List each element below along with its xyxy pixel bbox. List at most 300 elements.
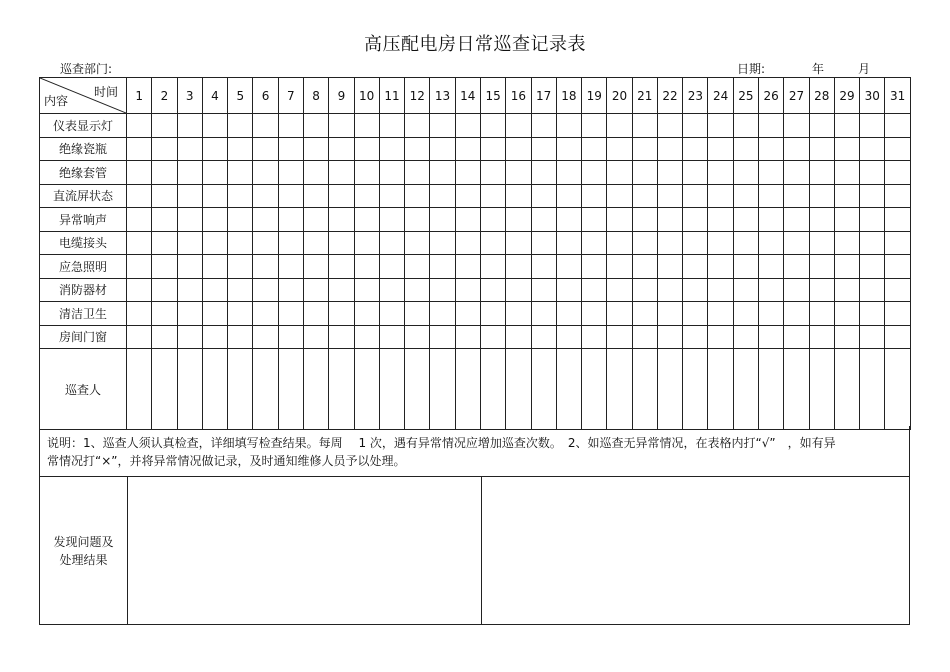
check-cell[interactable] xyxy=(834,184,859,208)
signer-cell[interactable] xyxy=(607,349,632,430)
check-cell[interactable] xyxy=(405,325,430,349)
check-cell[interactable] xyxy=(379,161,404,185)
check-cell[interactable] xyxy=(657,302,682,326)
check-cell[interactable] xyxy=(759,208,784,232)
check-cell[interactable] xyxy=(784,208,809,232)
check-cell[interactable] xyxy=(430,278,455,302)
check-cell[interactable] xyxy=(759,278,784,302)
check-cell[interactable] xyxy=(607,161,632,185)
check-cell[interactable] xyxy=(834,278,859,302)
check-cell[interactable] xyxy=(860,161,885,185)
check-cell[interactable] xyxy=(657,231,682,255)
check-cell[interactable] xyxy=(379,255,404,279)
check-cell[interactable] xyxy=(733,208,758,232)
signer-cell[interactable] xyxy=(480,349,505,430)
check-cell[interactable] xyxy=(860,114,885,138)
check-cell[interactable] xyxy=(759,231,784,255)
check-cell[interactable] xyxy=(657,255,682,279)
check-cell[interactable] xyxy=(354,255,379,279)
check-cell[interactable] xyxy=(809,114,834,138)
check-cell[interactable] xyxy=(228,302,253,326)
check-cell[interactable] xyxy=(809,255,834,279)
check-cell[interactable] xyxy=(480,255,505,279)
check-cell[interactable] xyxy=(379,325,404,349)
check-cell[interactable] xyxy=(379,184,404,208)
check-cell[interactable] xyxy=(405,255,430,279)
check-cell[interactable] xyxy=(683,114,708,138)
check-cell[interactable] xyxy=(733,161,758,185)
check-cell[interactable] xyxy=(152,325,177,349)
check-cell[interactable] xyxy=(329,114,354,138)
check-cell[interactable] xyxy=(607,184,632,208)
check-cell[interactable] xyxy=(506,114,531,138)
check-cell[interactable] xyxy=(657,278,682,302)
check-cell[interactable] xyxy=(480,302,505,326)
check-cell[interactable] xyxy=(329,302,354,326)
check-cell[interactable] xyxy=(127,325,152,349)
check-cell[interactable] xyxy=(759,114,784,138)
check-cell[interactable] xyxy=(480,278,505,302)
check-cell[interactable] xyxy=(379,114,404,138)
check-cell[interactable] xyxy=(455,137,480,161)
check-cell[interactable] xyxy=(632,184,657,208)
signer-cell[interactable] xyxy=(354,349,379,430)
check-cell[interactable] xyxy=(202,184,227,208)
check-cell[interactable] xyxy=(303,137,328,161)
check-cell[interactable] xyxy=(834,325,859,349)
check-cell[interactable] xyxy=(430,231,455,255)
signer-cell[interactable] xyxy=(329,349,354,430)
check-cell[interactable] xyxy=(228,114,253,138)
check-cell[interactable] xyxy=(303,278,328,302)
check-cell[interactable] xyxy=(127,278,152,302)
check-cell[interactable] xyxy=(253,231,278,255)
check-cell[interactable] xyxy=(733,184,758,208)
check-cell[interactable] xyxy=(329,161,354,185)
signer-cell[interactable] xyxy=(531,349,556,430)
check-cell[interactable] xyxy=(278,208,303,232)
check-cell[interactable] xyxy=(177,184,202,208)
check-cell[interactable] xyxy=(152,184,177,208)
check-cell[interactable] xyxy=(733,231,758,255)
signer-cell[interactable] xyxy=(683,349,708,430)
check-cell[interactable] xyxy=(784,114,809,138)
check-cell[interactable] xyxy=(885,137,910,161)
check-cell[interactable] xyxy=(885,302,910,326)
check-cell[interactable] xyxy=(177,114,202,138)
signer-cell[interactable] xyxy=(430,349,455,430)
check-cell[interactable] xyxy=(531,255,556,279)
check-cell[interactable] xyxy=(860,325,885,349)
check-cell[interactable] xyxy=(152,302,177,326)
check-cell[interactable] xyxy=(455,255,480,279)
check-cell[interactable] xyxy=(152,278,177,302)
check-cell[interactable] xyxy=(253,184,278,208)
check-cell[interactable] xyxy=(632,255,657,279)
check-cell[interactable] xyxy=(556,114,581,138)
check-cell[interactable] xyxy=(278,161,303,185)
check-cell[interactable] xyxy=(405,137,430,161)
signer-cell[interactable] xyxy=(405,349,430,430)
signer-cell[interactable] xyxy=(632,349,657,430)
check-cell[interactable] xyxy=(354,231,379,255)
check-cell[interactable] xyxy=(708,114,733,138)
check-cell[interactable] xyxy=(303,114,328,138)
check-cell[interactable] xyxy=(405,184,430,208)
check-cell[interactable] xyxy=(885,208,910,232)
check-cell[interactable] xyxy=(405,208,430,232)
check-cell[interactable] xyxy=(860,137,885,161)
check-cell[interactable] xyxy=(278,137,303,161)
check-cell[interactable] xyxy=(303,161,328,185)
check-cell[interactable] xyxy=(683,278,708,302)
signer-cell[interactable] xyxy=(455,349,480,430)
check-cell[interactable] xyxy=(177,137,202,161)
check-cell[interactable] xyxy=(632,161,657,185)
check-cell[interactable] xyxy=(127,161,152,185)
check-cell[interactable] xyxy=(607,255,632,279)
signer-cell[interactable] xyxy=(657,349,682,430)
check-cell[interactable] xyxy=(860,278,885,302)
check-cell[interactable] xyxy=(531,184,556,208)
check-cell[interactable] xyxy=(531,208,556,232)
check-cell[interactable] xyxy=(556,208,581,232)
check-cell[interactable] xyxy=(506,137,531,161)
check-cell[interactable] xyxy=(607,302,632,326)
check-cell[interactable] xyxy=(480,184,505,208)
check-cell[interactable] xyxy=(127,184,152,208)
check-cell[interactable] xyxy=(834,255,859,279)
check-cell[interactable] xyxy=(329,208,354,232)
check-cell[interactable] xyxy=(809,208,834,232)
check-cell[interactable] xyxy=(202,302,227,326)
check-cell[interactable] xyxy=(860,255,885,279)
check-cell[interactable] xyxy=(860,208,885,232)
check-cell[interactable] xyxy=(354,114,379,138)
check-cell[interactable] xyxy=(733,302,758,326)
check-cell[interactable] xyxy=(556,325,581,349)
check-cell[interactable] xyxy=(480,161,505,185)
check-cell[interactable] xyxy=(607,231,632,255)
check-cell[interactable] xyxy=(430,325,455,349)
check-cell[interactable] xyxy=(455,114,480,138)
check-cell[interactable] xyxy=(784,231,809,255)
check-cell[interactable] xyxy=(455,325,480,349)
check-cell[interactable] xyxy=(809,161,834,185)
check-cell[interactable] xyxy=(531,302,556,326)
check-cell[interactable] xyxy=(708,137,733,161)
check-cell[interactable] xyxy=(202,137,227,161)
check-cell[interactable] xyxy=(455,231,480,255)
check-cell[interactable] xyxy=(632,231,657,255)
check-cell[interactable] xyxy=(885,231,910,255)
signer-cell[interactable] xyxy=(379,349,404,430)
check-cell[interactable] xyxy=(354,302,379,326)
check-cell[interactable] xyxy=(556,302,581,326)
check-cell[interactable] xyxy=(177,161,202,185)
check-cell[interactable] xyxy=(582,302,607,326)
check-cell[interactable] xyxy=(708,208,733,232)
check-cell[interactable] xyxy=(506,184,531,208)
check-cell[interactable] xyxy=(354,325,379,349)
check-cell[interactable] xyxy=(556,278,581,302)
signer-cell[interactable] xyxy=(177,349,202,430)
check-cell[interactable] xyxy=(885,114,910,138)
check-cell[interactable] xyxy=(278,255,303,279)
signer-cell[interactable] xyxy=(809,349,834,430)
check-cell[interactable] xyxy=(834,231,859,255)
check-cell[interactable] xyxy=(228,161,253,185)
check-cell[interactable] xyxy=(202,114,227,138)
check-cell[interactable] xyxy=(860,231,885,255)
check-cell[interactable] xyxy=(683,255,708,279)
check-cell[interactable] xyxy=(506,231,531,255)
check-cell[interactable] xyxy=(708,325,733,349)
check-cell[interactable] xyxy=(632,137,657,161)
check-cell[interactable] xyxy=(683,325,708,349)
signer-cell[interactable] xyxy=(278,349,303,430)
check-cell[interactable] xyxy=(253,161,278,185)
check-cell[interactable] xyxy=(228,325,253,349)
check-cell[interactable] xyxy=(303,184,328,208)
check-cell[interactable] xyxy=(177,325,202,349)
check-cell[interactable] xyxy=(708,184,733,208)
check-cell[interactable] xyxy=(506,302,531,326)
check-cell[interactable] xyxy=(329,184,354,208)
check-cell[interactable] xyxy=(480,325,505,349)
check-cell[interactable] xyxy=(430,184,455,208)
check-cell[interactable] xyxy=(506,278,531,302)
check-cell[interactable] xyxy=(278,184,303,208)
check-cell[interactable] xyxy=(657,208,682,232)
check-cell[interactable] xyxy=(582,278,607,302)
check-cell[interactable] xyxy=(683,161,708,185)
check-cell[interactable] xyxy=(253,255,278,279)
check-cell[interactable] xyxy=(127,114,152,138)
check-cell[interactable] xyxy=(228,231,253,255)
check-cell[interactable] xyxy=(152,161,177,185)
check-cell[interactable] xyxy=(202,325,227,349)
check-cell[interactable] xyxy=(582,184,607,208)
check-cell[interactable] xyxy=(405,114,430,138)
check-cell[interactable] xyxy=(733,255,758,279)
check-cell[interactable] xyxy=(506,325,531,349)
check-cell[interactable] xyxy=(556,184,581,208)
check-cell[interactable] xyxy=(127,255,152,279)
check-cell[interactable] xyxy=(885,278,910,302)
check-cell[interactable] xyxy=(253,302,278,326)
check-cell[interactable] xyxy=(506,208,531,232)
check-cell[interactable] xyxy=(405,302,430,326)
check-cell[interactable] xyxy=(784,278,809,302)
signer-cell[interactable] xyxy=(152,349,177,430)
check-cell[interactable] xyxy=(809,231,834,255)
check-cell[interactable] xyxy=(531,137,556,161)
check-cell[interactable] xyxy=(329,255,354,279)
check-cell[interactable] xyxy=(379,231,404,255)
check-cell[interactable] xyxy=(607,208,632,232)
signer-cell[interactable] xyxy=(303,349,328,430)
check-cell[interactable] xyxy=(177,302,202,326)
check-cell[interactable] xyxy=(582,231,607,255)
check-cell[interactable] xyxy=(127,302,152,326)
check-cell[interactable] xyxy=(582,161,607,185)
signer-cell[interactable] xyxy=(784,349,809,430)
signer-cell[interactable] xyxy=(885,349,910,430)
check-cell[interactable] xyxy=(556,161,581,185)
check-cell[interactable] xyxy=(379,137,404,161)
check-cell[interactable] xyxy=(607,137,632,161)
check-cell[interactable] xyxy=(708,278,733,302)
check-cell[interactable] xyxy=(582,137,607,161)
check-cell[interactable] xyxy=(531,231,556,255)
check-cell[interactable] xyxy=(531,114,556,138)
check-cell[interactable] xyxy=(177,231,202,255)
check-cell[interactable] xyxy=(253,137,278,161)
check-cell[interactable] xyxy=(683,302,708,326)
check-cell[interactable] xyxy=(202,278,227,302)
check-cell[interactable] xyxy=(127,137,152,161)
check-cell[interactable] xyxy=(127,231,152,255)
check-cell[interactable] xyxy=(632,278,657,302)
check-cell[interactable] xyxy=(531,278,556,302)
check-cell[interactable] xyxy=(733,278,758,302)
check-cell[interactable] xyxy=(278,278,303,302)
check-cell[interactable] xyxy=(152,114,177,138)
check-cell[interactable] xyxy=(354,161,379,185)
check-cell[interactable] xyxy=(329,231,354,255)
check-cell[interactable] xyxy=(657,137,682,161)
check-cell[interactable] xyxy=(430,161,455,185)
check-cell[interactable] xyxy=(834,302,859,326)
check-cell[interactable] xyxy=(834,137,859,161)
check-cell[interactable] xyxy=(885,325,910,349)
check-cell[interactable] xyxy=(759,325,784,349)
check-cell[interactable] xyxy=(683,231,708,255)
check-cell[interactable] xyxy=(455,161,480,185)
check-cell[interactable] xyxy=(278,325,303,349)
check-cell[interactable] xyxy=(405,278,430,302)
check-cell[interactable] xyxy=(759,137,784,161)
check-cell[interactable] xyxy=(582,325,607,349)
check-cell[interactable] xyxy=(531,325,556,349)
check-cell[interactable] xyxy=(733,325,758,349)
signer-cell[interactable] xyxy=(733,349,758,430)
signer-cell[interactable] xyxy=(834,349,859,430)
check-cell[interactable] xyxy=(885,161,910,185)
check-cell[interactable] xyxy=(885,184,910,208)
check-cell[interactable] xyxy=(430,208,455,232)
check-cell[interactable] xyxy=(152,255,177,279)
signer-cell[interactable] xyxy=(582,349,607,430)
check-cell[interactable] xyxy=(733,114,758,138)
check-cell[interactable] xyxy=(531,161,556,185)
check-cell[interactable] xyxy=(506,161,531,185)
check-cell[interactable] xyxy=(834,208,859,232)
check-cell[interactable] xyxy=(556,255,581,279)
check-cell[interactable] xyxy=(480,231,505,255)
check-cell[interactable] xyxy=(253,114,278,138)
check-cell[interactable] xyxy=(455,208,480,232)
check-cell[interactable] xyxy=(759,302,784,326)
check-cell[interactable] xyxy=(152,208,177,232)
check-cell[interactable] xyxy=(784,325,809,349)
check-cell[interactable] xyxy=(607,114,632,138)
check-cell[interactable] xyxy=(329,325,354,349)
check-cell[interactable] xyxy=(708,161,733,185)
check-cell[interactable] xyxy=(759,161,784,185)
check-cell[interactable] xyxy=(354,184,379,208)
signer-cell[interactable] xyxy=(253,349,278,430)
check-cell[interactable] xyxy=(784,161,809,185)
check-cell[interactable] xyxy=(354,278,379,302)
check-cell[interactable] xyxy=(303,302,328,326)
check-cell[interactable] xyxy=(278,114,303,138)
check-cell[interactable] xyxy=(354,208,379,232)
signer-cell[interactable] xyxy=(708,349,733,430)
check-cell[interactable] xyxy=(885,255,910,279)
check-cell[interactable] xyxy=(253,208,278,232)
check-cell[interactable] xyxy=(809,302,834,326)
check-cell[interactable] xyxy=(683,137,708,161)
check-cell[interactable] xyxy=(809,184,834,208)
check-cell[interactable] xyxy=(784,302,809,326)
check-cell[interactable] xyxy=(582,255,607,279)
check-cell[interactable] xyxy=(632,114,657,138)
check-cell[interactable] xyxy=(455,302,480,326)
check-cell[interactable] xyxy=(278,302,303,326)
check-cell[interactable] xyxy=(228,137,253,161)
check-cell[interactable] xyxy=(202,231,227,255)
check-cell[interactable] xyxy=(809,325,834,349)
check-cell[interactable] xyxy=(733,137,758,161)
check-cell[interactable] xyxy=(582,208,607,232)
check-cell[interactable] xyxy=(253,278,278,302)
check-cell[interactable] xyxy=(480,208,505,232)
check-cell[interactable] xyxy=(329,137,354,161)
check-cell[interactable] xyxy=(228,208,253,232)
check-cell[interactable] xyxy=(657,325,682,349)
check-cell[interactable] xyxy=(152,137,177,161)
check-cell[interactable] xyxy=(303,255,328,279)
check-cell[interactable] xyxy=(379,302,404,326)
check-cell[interactable] xyxy=(228,255,253,279)
check-cell[interactable] xyxy=(607,325,632,349)
check-cell[interactable] xyxy=(506,255,531,279)
signer-cell[interactable] xyxy=(202,349,227,430)
signer-cell[interactable] xyxy=(127,349,152,430)
signer-cell[interactable] xyxy=(759,349,784,430)
check-cell[interactable] xyxy=(657,184,682,208)
signer-cell[interactable] xyxy=(228,349,253,430)
check-cell[interactable] xyxy=(708,255,733,279)
check-cell[interactable] xyxy=(860,302,885,326)
check-cell[interactable] xyxy=(177,208,202,232)
check-cell[interactable] xyxy=(303,208,328,232)
check-cell[interactable] xyxy=(354,137,379,161)
check-cell[interactable] xyxy=(834,161,859,185)
check-cell[interactable] xyxy=(759,184,784,208)
check-cell[interactable] xyxy=(657,161,682,185)
check-cell[interactable] xyxy=(455,278,480,302)
check-cell[interactable] xyxy=(202,161,227,185)
check-cell[interactable] xyxy=(582,114,607,138)
check-cell[interactable] xyxy=(784,255,809,279)
check-cell[interactable] xyxy=(632,325,657,349)
check-cell[interactable] xyxy=(379,208,404,232)
check-cell[interactable] xyxy=(683,184,708,208)
signer-cell[interactable] xyxy=(556,349,581,430)
